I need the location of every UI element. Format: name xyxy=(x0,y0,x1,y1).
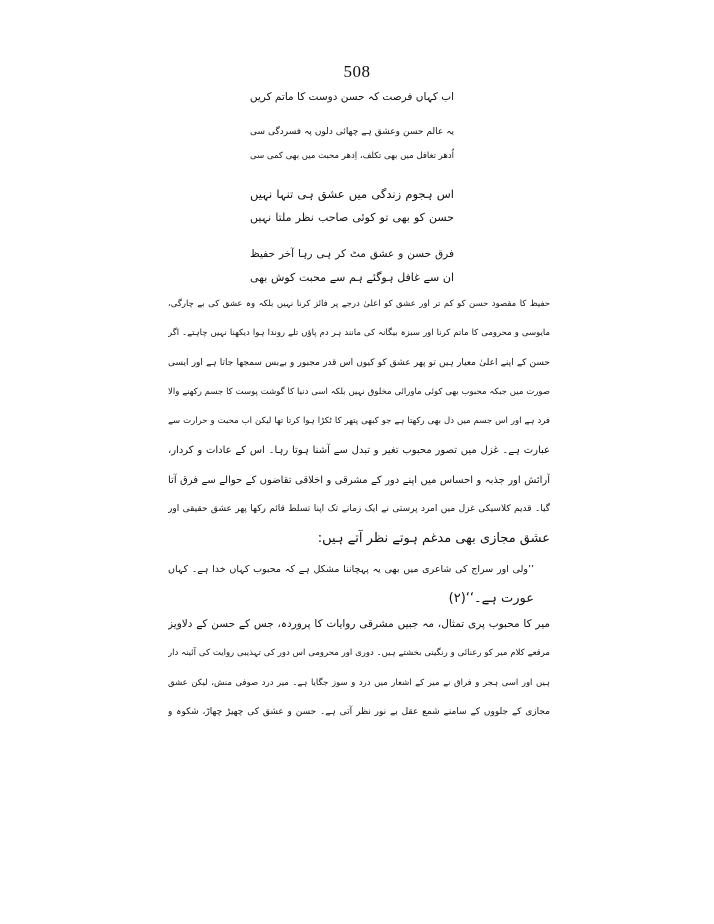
verse-line: یہ عالم حسن وعشق ہے چھائی دلوں پہ فسردگی سی xyxy=(250,127,454,137)
paragraph-line: مرقعے کلام میر کو رعنائی و رنگینی بخشتے ہیں۔ دوری اور محرومی اس دور کی تہذیبی روایت کی آئینہ دار xyxy=(168,648,550,659)
stanza-2 xyxy=(250,120,454,168)
quote-line: ’’ولی اور سراج کی شاعری میں بھی یہ پہچاننا مشکل ہے کہ محبوب کہاں خدا ہے۔ کہاں xyxy=(168,564,534,575)
paragraph-1 xyxy=(168,290,550,554)
paragraph-line: فرد ہے اور اس جسم میں دل بھی رکھتا ہے جو کبھی پتھر کا ٹکڑا ہوا کرتا تھا لیکن اب محبت و حرارت سے xyxy=(168,416,550,427)
page-number: 508 xyxy=(343,62,371,81)
verse-line: حسن کو بھی تو کوئی صاحب نظر ملتا نہیں xyxy=(250,211,454,224)
verse-line: ان سے غافل ہوگئے ہم سے محبت کوش بھی xyxy=(250,271,454,284)
paragraph-line: مایوسی و محرومی کا ماتم کرنا اور سبزہ بیگانہ کی مانند ہر دم پاؤں تلے روندا ہوا دیکھنا نہیں چاہتے۔ اگر xyxy=(168,328,550,339)
stanza-4 xyxy=(250,242,454,290)
paragraph-line: گیا۔ قدیم کلاسیکی غزل میں امرد پرستی نے ایک زمانے تک اپنا تسلط قائم رکھا پھر عشق حقیقی اور xyxy=(168,504,550,515)
verse-line: اس ہجوم زندگی میں عشق ہی تنہا نہیں xyxy=(250,187,454,201)
paragraph-line: صورت میں جبکہ محبوب بھی کوئی ماورائی مخلوق نہیں بلکہ اسی دنیا کا گوشت پوست کا جسم رکھنے والا xyxy=(168,386,550,397)
paragraph-line: عبارت ہے۔ غزل میں تصور محبوب تغیر و تبدل سے آشنا ہوتا رہا۔ اس کے عادات و کردار، xyxy=(168,445,550,457)
paragraph-line: ہیں اور اسی ہجر و فراق نے میر کے اشعار میں درد و سوز جگایا ہے۔ میر درد صوفی منش، لیکن عشق xyxy=(168,677,550,688)
stanza-3 xyxy=(250,182,454,230)
quote xyxy=(168,555,534,614)
quote-line: عورت ہے۔‘‘(۲) xyxy=(448,591,534,607)
paragraph-line: آرائش اور جذبہ و احساس میں اپنے دور کے مشرقی و اخلاقی تقاضوں کے حوالے سے فرق آتا xyxy=(168,474,550,486)
paragraph-line: حفیظ کا مقصود حسن کو کم تر اور عشق کو اعلیٰ درجے پر فائز کرنا نہیں بلکہ وہ عشق کی بے چارگی، xyxy=(168,299,550,309)
verse-line: اُدھر تغافل میں بھی تکلف، اِدھر محبت میں بھی کمی سی xyxy=(250,151,454,161)
paragraph-line: مجازی کے جلووں کے سامنے شمع عقل بے نور نظر آتی ہے۔ حسن و عشق کی چھیڑ چھاڑ، شکوہ و xyxy=(168,706,550,717)
verse-line: فرق حسن و عشق مٹ کر ہی رہا آخر حفیظ xyxy=(250,248,454,260)
verse-line: اب کہاں فرصت کہ حسن دوست کا ماتم کریں xyxy=(250,91,454,103)
paragraph-line: حسن کے اپنے اعلیٰ معیار ہیں تو پھر عشق کو کیوں اس قدر مجبور و بےبس سمجھا جاتا ہے اور ایسی xyxy=(168,357,550,368)
paragraph-2 xyxy=(168,610,550,727)
paragraph-line: میر کا محبوب پری تمثال، مہ جبیں مشرقی روایات کا پروردہ، جس کے حسن کے دلاویز xyxy=(168,618,550,630)
paragraph-line: عشق مجازی بھی مدغم ہوتے نظر آتے ہیں: xyxy=(317,531,550,547)
stanza-1 xyxy=(250,85,454,109)
